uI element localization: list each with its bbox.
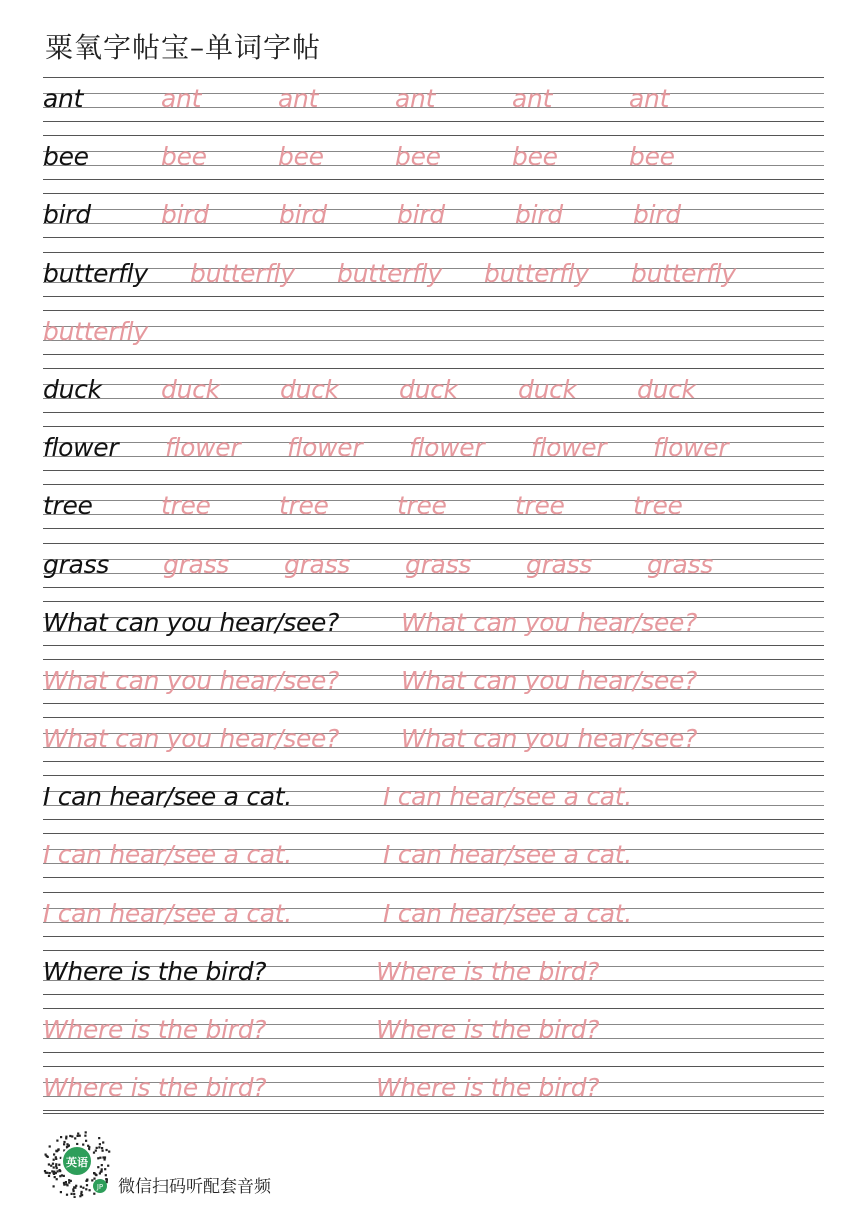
trace-word: What can you hear/see? (401, 607, 698, 637)
guide-line (43, 543, 824, 544)
guide-line (43, 310, 824, 311)
trace-word: ant (278, 84, 319, 113)
trace-word: bird (633, 200, 681, 230)
trace-word: ant (629, 84, 670, 113)
trace-word: bee (629, 142, 675, 172)
guide-line (43, 252, 824, 253)
practice-row (43, 775, 824, 833)
practice-row (43, 484, 824, 542)
trace-word: tree (161, 491, 211, 521)
guide-line (43, 587, 824, 588)
words-container (43, 955, 824, 989)
trace-word: Where is the bird? (43, 1073, 267, 1103)
model-word: What can you hear/see? (43, 607, 340, 637)
model-word: tree (43, 491, 93, 521)
words-container (43, 431, 824, 465)
guide-line (43, 936, 824, 937)
guide-line (43, 1052, 824, 1053)
trace-word: I can hear/see a cat. (383, 782, 632, 812)
trace-word: What can you hear/see? (43, 665, 340, 695)
trace-word: I can hear/see a cat. (43, 840, 292, 870)
trace-word: bee (512, 142, 558, 172)
words-container (43, 140, 824, 174)
bottom-rule (43, 1113, 824, 1114)
guide-line (43, 1110, 824, 1111)
trace-word: ant (395, 84, 436, 113)
practice-row (43, 252, 824, 310)
practice-row (43, 601, 824, 659)
footer (42, 1128, 342, 1198)
guide-line (43, 368, 824, 369)
trace-word: butterfly (43, 316, 148, 346)
guide-line (43, 121, 824, 122)
words-container (43, 722, 824, 756)
practice-row (43, 950, 824, 1008)
trace-word: ant (161, 84, 202, 113)
trace-word: bird (161, 200, 209, 230)
trace-word: What can you hear/see? (401, 665, 698, 695)
trace-word: Where is the bird? (376, 1073, 600, 1103)
practice-row (43, 892, 824, 950)
trace-word: tree (633, 491, 683, 521)
guide-line (43, 819, 824, 820)
model-word: bird (43, 200, 91, 230)
trace-word: bird (515, 200, 563, 230)
guide-line (43, 193, 824, 194)
guide-line (43, 892, 824, 893)
trace-word: grass (284, 549, 351, 579)
guide-line (43, 470, 824, 471)
trace-word: duck (637, 374, 696, 404)
trace-word: bird (279, 200, 327, 230)
trace-word: grass (163, 549, 230, 579)
guide-line (43, 237, 824, 238)
trace-word: tree (515, 491, 565, 521)
guide-line (43, 659, 824, 660)
trace-word: flower (287, 433, 363, 463)
trace-word: bee (278, 142, 324, 172)
guide-line (43, 994, 824, 995)
practice-row (43, 833, 824, 891)
guide-line (43, 528, 824, 529)
guide-line (43, 1008, 824, 1009)
words-container (43, 897, 824, 931)
trace-word: grass (405, 549, 472, 579)
trace-word: tree (397, 491, 447, 521)
words-container (43, 489, 824, 523)
guide-line (43, 77, 824, 78)
guide-line (43, 296, 824, 297)
trace-word: I can hear/see a cat. (383, 898, 632, 928)
words-container (43, 548, 824, 582)
qr-code-icon[interactable] (42, 1128, 112, 1198)
guide-line (43, 877, 824, 878)
guide-line (43, 412, 824, 413)
guide-line (43, 426, 824, 427)
words-container (43, 257, 824, 291)
practice-sheet (43, 77, 824, 1124)
words-container (43, 838, 824, 872)
practice-row (43, 310, 824, 368)
model-word: grass (43, 549, 110, 579)
guide-line (43, 1066, 824, 1067)
model-word: ant (43, 84, 84, 113)
trace-word: I can hear/see a cat. (383, 840, 632, 870)
trace-word: What can you hear/see? (43, 724, 340, 754)
trace-word: bird (397, 200, 445, 230)
trace-word: Where is the bird? (376, 1015, 600, 1044)
model-word: duck (43, 374, 102, 404)
scan-instruction: 微信扫码听配套音频 (118, 1177, 271, 1197)
trace-word: I can hear/see a cat. (43, 898, 292, 928)
trace-word: Where is the bird? (376, 956, 600, 986)
practice-row (43, 717, 824, 775)
trace-word: grass (526, 549, 593, 579)
model-word: Where is the bird? (43, 956, 267, 986)
trace-word: duck (399, 374, 458, 404)
trace-word: flower (531, 433, 607, 463)
trace-word: duck (280, 374, 339, 404)
practice-row (43, 426, 824, 484)
practice-row (43, 77, 824, 135)
words-container (43, 198, 824, 232)
trace-word: butterfly (337, 258, 442, 288)
trace-word: bee (395, 142, 441, 172)
trace-word: flower (165, 433, 241, 463)
practice-row (43, 1008, 824, 1066)
trace-word: Where is the bird? (43, 1015, 267, 1044)
trace-word: butterfly (631, 258, 736, 288)
model-word: butterfly (43, 258, 148, 288)
guide-line (43, 775, 824, 776)
trace-word: grass (647, 549, 714, 579)
trace-word: What can you hear/see? (401, 724, 698, 754)
words-container (43, 315, 824, 349)
practice-row (43, 135, 824, 193)
guide-line (43, 179, 824, 180)
guide-line (43, 761, 824, 762)
words-container (43, 1071, 824, 1105)
model-word: flower (43, 433, 119, 463)
words-container (43, 1013, 824, 1047)
trace-word: tree (279, 491, 329, 521)
model-word: I can hear/see a cat. (43, 782, 292, 812)
trace-word: duck (161, 374, 220, 404)
trace-word: duck (518, 374, 577, 404)
practice-row (43, 193, 824, 251)
trace-word: butterfly (190, 258, 295, 288)
page-title: 粟氧字帖宝–单词字帖 (45, 31, 322, 64)
words-container (43, 373, 824, 407)
guide-line (43, 950, 824, 951)
practice-row (43, 368, 824, 426)
guide-line (43, 833, 824, 834)
trace-word: butterfly (484, 258, 589, 288)
guide-line (43, 135, 824, 136)
guide-line (43, 484, 824, 485)
words-container (43, 82, 824, 116)
model-word: bee (43, 142, 89, 172)
qr-corner-badge: JP (96, 1183, 104, 1191)
trace-word: flower (653, 433, 729, 463)
trace-word: flower (409, 433, 485, 463)
practice-row (43, 659, 824, 717)
qr-badge-label: 英语 (66, 1156, 88, 1169)
guide-line (43, 645, 824, 646)
guide-line (43, 703, 824, 704)
words-container (43, 606, 824, 640)
trace-word: bee (161, 142, 207, 172)
words-container (43, 664, 824, 698)
trace-word: ant (512, 84, 553, 113)
practice-row (43, 543, 824, 601)
guide-line (43, 717, 824, 718)
words-container (43, 780, 824, 814)
practice-row (43, 1066, 824, 1124)
guide-line (43, 354, 824, 355)
guide-line (43, 601, 824, 602)
